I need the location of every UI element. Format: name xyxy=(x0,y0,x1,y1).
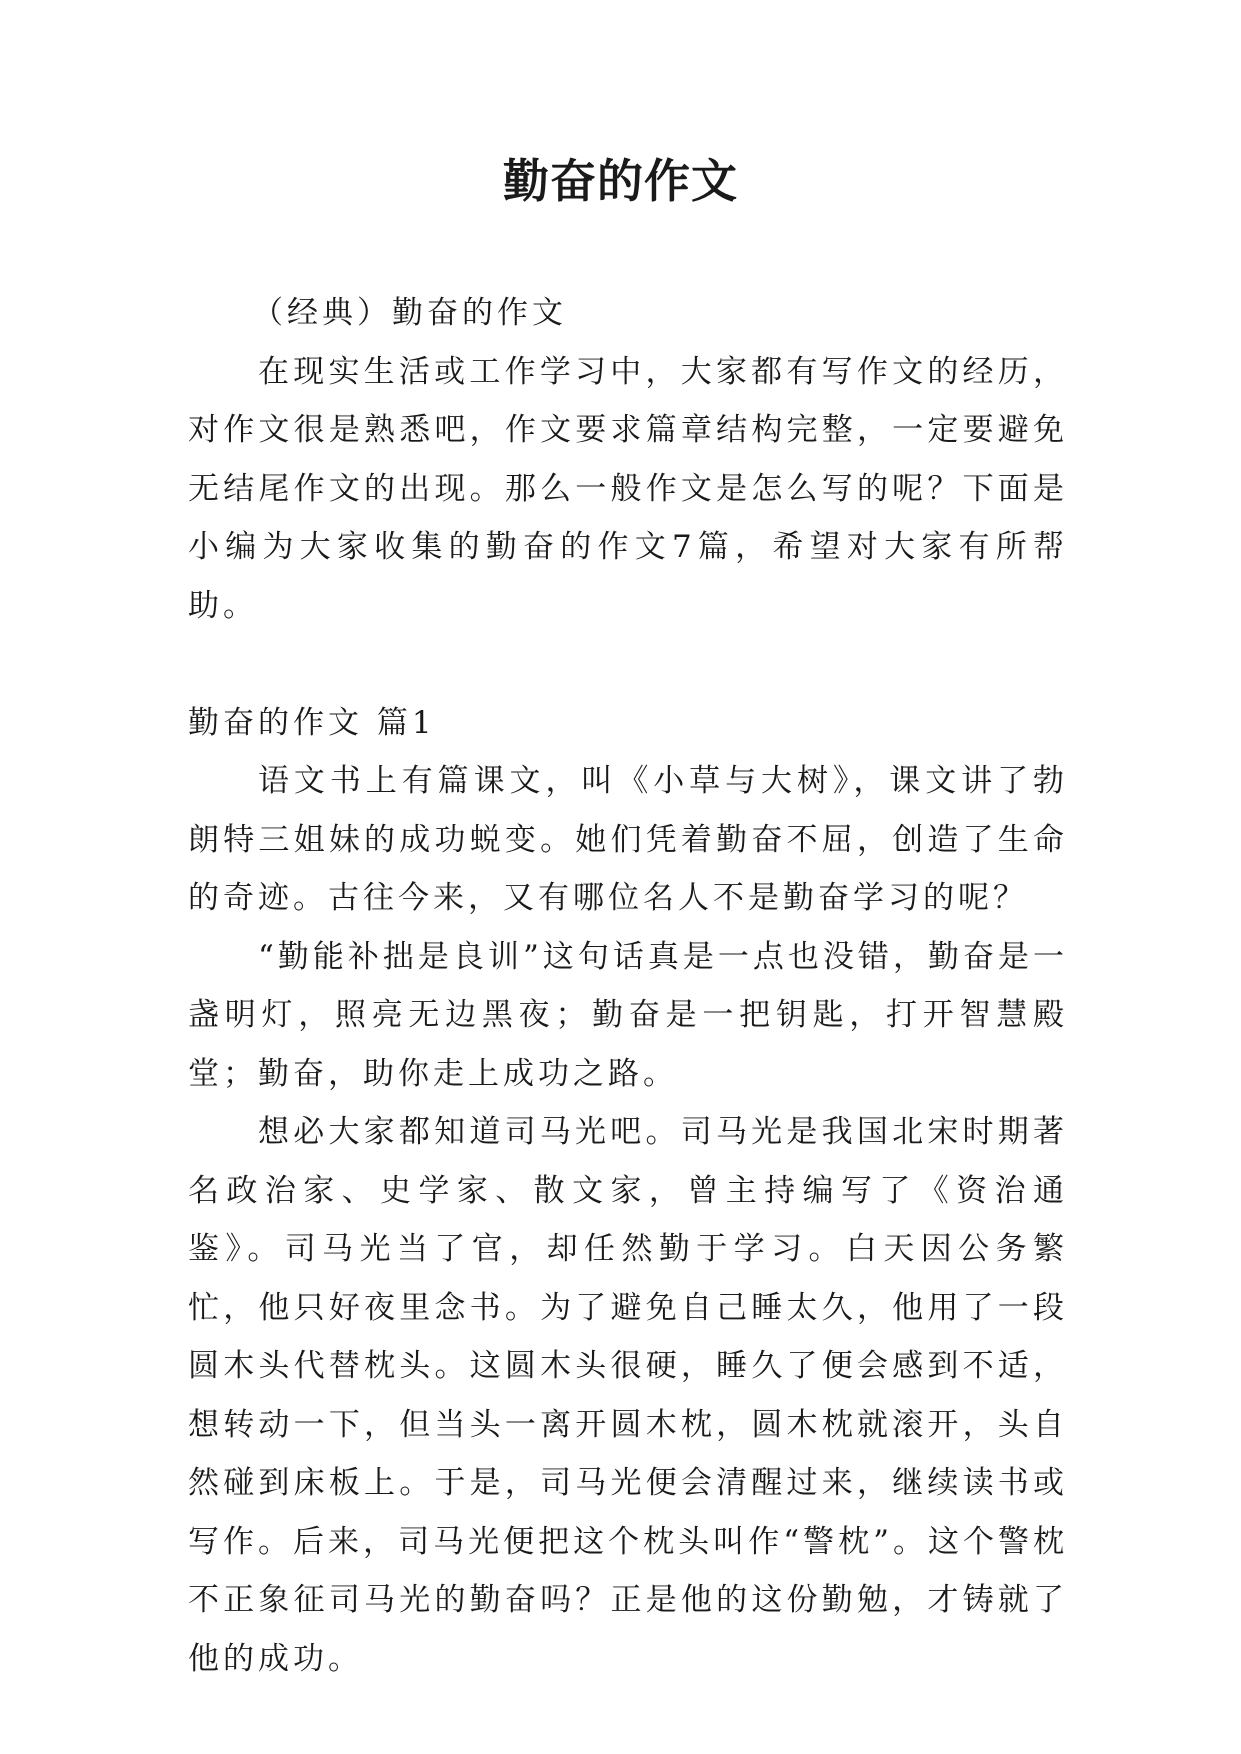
body-paragraph: 想必大家都知道司马光吧。司马光是我国北宋时期著名政治家、史学家、散文家，曾主持编写了《资治通鉴》。司马光当了官，却任然勤于学习。白天因公务繁忙，他只好夜里念书。为了避免自己睡太久，他用了一段圆木头代替枕头。这圆木头很硬，睡久了便会感到不适，想转动一下，但当头一离开圆木枕，圆木枕就滚开，头自然碰到床板上。于是，司马光便会清醒过来，继续读书或写作。后来，司马光便把这个枕头叫作“警枕”。这个警枕不正象征司马光的勤奋吗？正是他的这份勤勉，才铸就了他的成功。 xyxy=(188,1114,1068,1677)
body-paragraph: “勤能补拙是良训”这句话真是一点也没错，勤奋是一盏明灯，照亮无边黑夜；勤奋是一把钥匙，打开智慧殿堂；勤奋，助你走上成功之路。 xyxy=(188,938,1068,1092)
section-heading: 勤奋的作文 篇1 xyxy=(188,704,436,741)
document-title: 勤奋的作文 xyxy=(503,154,738,208)
intro-paragraph: 在现实生活或工作学习中，大家都有写作文的经历，对作文很是熟悉吧，作文要求篇章结构完整，一定要避免无结尾作文的出现。那么一般作文是怎么写的呢？下面是小编为大家收集的勤奋的作文7篇，希望对大家有所帮助。 xyxy=(188,353,1068,624)
document-body xyxy=(188,284,1068,1688)
body-paragraph: 语文书上有篇课文，叫《小草与大树》，课文讲了勃朗特三姐妹的成功蜕变。她们凭着勤奋不屈，创造了生命的奇迹。古往今来，又有哪位名人不是勤奋学习的呢？ xyxy=(188,763,1068,916)
document-subtitle: （经典）勤奋的作文 xyxy=(252,295,567,331)
